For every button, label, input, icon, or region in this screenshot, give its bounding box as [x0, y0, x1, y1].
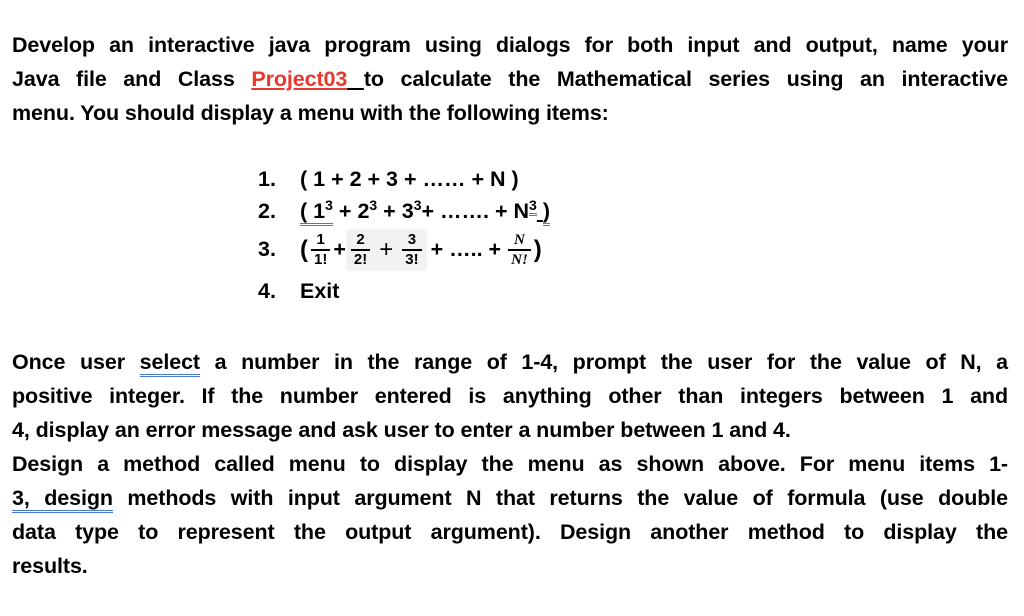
instructions-line-4: Design a method called menu to display the menu as shown above. For menu items 1-	[12, 452, 1008, 476]
fraction-n: $\frac{N}{N!}$	[508, 231, 531, 269]
exit-label: Exit	[300, 279, 340, 303]
intro-line-2	[12, 62, 1008, 96]
menu-item-2	[258, 199, 550, 224]
fraction-1: $\frac{1}{1!}$	[311, 231, 330, 269]
spellcheck-mark: ( $1^3$	[300, 199, 333, 226]
series-formula-factorial: ( $\frac{1}{1!}$ + $\frac{2}{2!}$ + $\frac{3}{3!}$ + ….. + $\frac{N}{N!}$ )	[300, 229, 542, 271]
fraction-3: $\frac{3}{3!}$	[402, 231, 421, 269]
instructions-line-6: data type to represent the output argument). Design another method to display the	[12, 520, 1008, 544]
menu-item-1	[258, 167, 519, 192]
menu-item-4	[258, 279, 339, 304]
project-name-link[interactable]: Project03	[251, 67, 348, 91]
underlined-space	[347, 67, 364, 91]
menu-item-3	[258, 229, 542, 271]
intro-line-2-start: Java file and Class	[12, 67, 235, 91]
menu-item-number: 2.	[258, 199, 276, 223]
grammar-mark-select: select	[140, 350, 200, 377]
instructions-line-3: 4, display an error message and ask user to enter a number between 1 and 4.	[12, 418, 791, 442]
intro-line-1: Develop an interactive java program using dialogs for both input and output, name your	[12, 33, 1008, 57]
instructions-line-5: 3, design methods with input argument N that returns the value of formula (use double	[12, 481, 1008, 515]
series-formula-cubes: ( $1^3 + 2^3 + 3^3+$ ……. + $N^3$ )	[300, 199, 550, 224]
grammar-mark-design: 3, design	[12, 486, 113, 513]
close-paren: )	[533, 235, 542, 263]
instructions-paragraph	[12, 345, 1008, 583]
menu-item-number: 4.	[258, 279, 276, 303]
fraction-2: $\frac{2}{2!}$	[351, 231, 370, 269]
intro-line-2-end: to calculate the Mathematical series using an interactive	[363, 67, 1009, 91]
menu-item-number: 3.	[258, 237, 276, 262]
ellipsis: + ….. +	[430, 237, 502, 262]
menu-item-number: 1.	[258, 167, 276, 191]
intro-line-3: menu. You should display a menu with the following items:	[12, 101, 609, 125]
instructions-line-1: Once user select a number in the range of 1-4, prompt the user for the value of N, a	[12, 345, 1008, 379]
open-paren: (	[300, 235, 308, 263]
intro-paragraph	[12, 28, 1008, 130]
instructions-line-2: positive integer. If the number entered is anything other than integers between 1 and	[12, 384, 1008, 408]
series-formula-sum: ( 1 + 2 + 3 + …… + N )	[300, 167, 519, 191]
instructions-line-7: results.	[12, 554, 88, 578]
equation-highlight: $\frac{2}{2!}$ + $\frac{3}{3!}$	[346, 229, 427, 271]
